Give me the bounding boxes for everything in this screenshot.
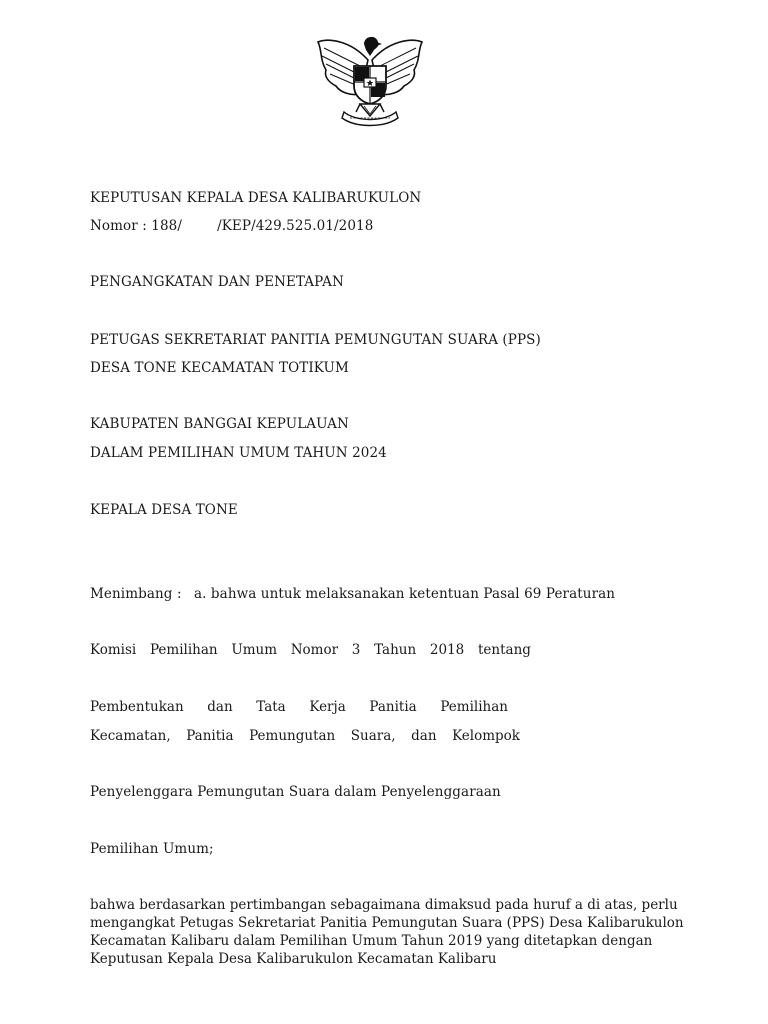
decree-number: Nomor : 188/ /KEP/429.525.01/2018 bbox=[90, 218, 374, 234]
garuda-emblem-icon bbox=[310, 30, 430, 130]
subject-line-5: DALAM PEMILIHAN UMUM TAHUN 2024 bbox=[90, 445, 387, 461]
menimbang-line-5: Penyelenggara Pemungutan Suara dalam Penyelenggaraan bbox=[90, 784, 501, 800]
menimbang-label: Menimbang : bbox=[90, 586, 182, 602]
subject-line-4: KABUPATEN BANGGAI KEPULAUAN bbox=[90, 416, 349, 432]
menimbang-line-3: Pembentukan dan Tata Kerja Panitia Pemilihan bbox=[90, 699, 508, 715]
menimbang-item-b: bahwa berdasarkan pertimbangan sebagaimana dimaksud pada huruf a di atas, perlu mengangkat Petugas Sekretariat Panitia Pemungutan Suara (PPS) Desa Kalibarukulon Kecamatan Kalibaru dalam Pemilihan Umum Tahun 2019 yang ditetapkan dengan Keputusan Kepala Desa Kalibarukulon Kecamatan Kalibaru bbox=[90, 897, 684, 967]
menimbang-item-a: a. bahwa untuk melaksanakan ketentuan Pasal 69 Peraturan bbox=[194, 586, 616, 602]
subject-line-2: PETUGAS SEKRETARIAT PANITIA PEMUNGUTAN SUARA (PPS) bbox=[90, 332, 541, 348]
decree-title: KEPUTUSAN KEPALA DESA KALIBARUKULON bbox=[90, 190, 422, 206]
subject-line-1: PENGANGKATAN DAN PENETAPAN bbox=[90, 274, 344, 290]
subject-line-3: DESA TONE KECAMATAN TOTIKUM bbox=[90, 360, 349, 376]
menimbang-line-4: Kecamatan, Panitia Pemungutan Suara, dan Kelompok bbox=[90, 728, 520, 744]
menimbang-line-6: Pemilihan Umum; bbox=[90, 841, 214, 857]
menimbang-line-2: Komisi Pemilihan Umum Nomor 3 Tahun 2018 tentang bbox=[90, 642, 531, 658]
issuer-title: KEPALA DESA TONE bbox=[90, 502, 238, 518]
